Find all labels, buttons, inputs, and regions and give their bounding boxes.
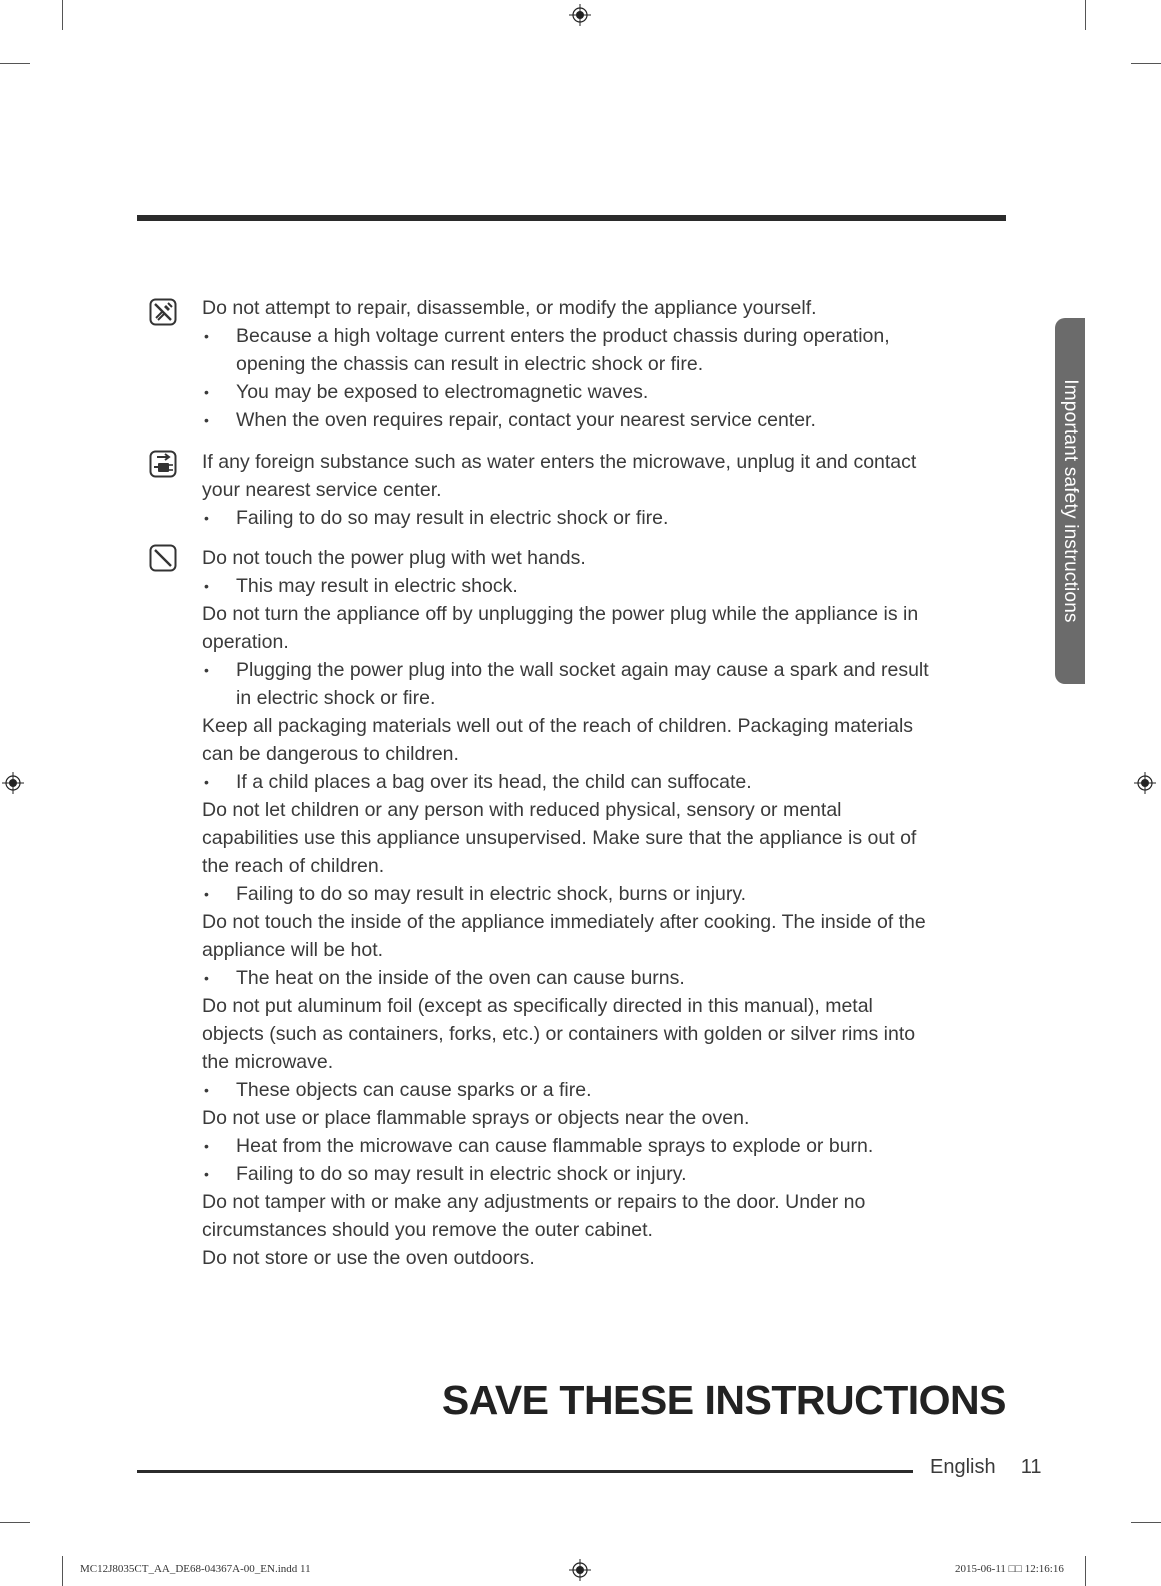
- instruction-text: Do not let children or any person with reduced physical, sensory or mental: [202, 799, 842, 821]
- instruction-bullet: • You may be exposed to electromagnetic waves.: [202, 378, 1002, 406]
- instruction-bullet: • If a child places a bag over its head, the child can suffocate.: [202, 768, 1002, 796]
- instruction-text: the microwave.: [202, 1051, 334, 1073]
- page-footer: [930, 1456, 1042, 1479]
- print-timestamp: 2015-06-11 □□ 12:16:16: [955, 1563, 1064, 1575]
- instruction-text: operation.: [202, 631, 289, 653]
- crop-mark: [0, 63, 30, 64]
- instruction-bullet: • Failing to do so may result in electric shock or injury.: [202, 1160, 1002, 1188]
- instruction-bullet: • The heat on the inside of the oven can cause burns.: [202, 964, 1002, 992]
- instruction-continuation: in electric shock or fire.: [236, 687, 436, 709]
- instruction-bullet: • When the oven requires repair, contact your nearest service center.: [202, 406, 1002, 434]
- crop-mark: [1131, 1522, 1161, 1523]
- crop-mark: [62, 0, 63, 30]
- instruction-text: Keep all packaging materials well out of the reach of children. Packaging materials: [202, 715, 914, 737]
- section-side-tab: [1055, 318, 1085, 684]
- instruction-text: Do not tamper with or make any adjustments or repairs to the door. Under no: [202, 1191, 866, 1213]
- instruction-bullet: • Failing to do so may result in electric shock, burns or injury.: [202, 880, 1002, 908]
- instruction-text: If any foreign substance such as water enters the microwave, unplug it and contact: [202, 451, 917, 473]
- instruction-bullet: • This may result in electric shock.: [202, 572, 1002, 600]
- instruction-bullet: • Plugging the power plug into the wall socket again may cause a spark and result: [202, 656, 1002, 684]
- instruction-continuation: opening the chassis can result in electric shock or fire.: [236, 353, 704, 375]
- instruction-text: Do not use or place flammable sprays or objects near the oven.: [202, 1107, 750, 1129]
- instruction-bullet: • These objects can cause sparks or a fire.: [202, 1076, 1002, 1104]
- crop-mark: [62, 1556, 63, 1586]
- instruction-text: objects (such as containers, forks, etc.) or containers with golden or silver rims into: [202, 1023, 916, 1045]
- print-file-slug: MC12J8035CT_AA_DE68-04367A-00_EN.indd 11: [80, 1563, 311, 1575]
- disassembly-prohibited-icon: [149, 298, 177, 326]
- instruction-text: your nearest service center.: [202, 479, 442, 501]
- instruction-text: the reach of children.: [202, 855, 385, 877]
- instruction-bullet: • Because a high voltage current enters the product chassis during operation,: [202, 322, 1002, 350]
- header-rule: [137, 215, 1006, 221]
- unplug-icon: [149, 450, 177, 478]
- instruction-text: appliance will be hot.: [202, 939, 384, 961]
- crop-mark: [1131, 63, 1161, 64]
- instruction-text: Do not turn the appliance off by unplugging the power plug while the appliance is in: [202, 603, 919, 625]
- footer-rule: [137, 1470, 913, 1473]
- registration-mark-icon: [2, 772, 24, 794]
- footer-language: English: [930, 1456, 996, 1478]
- registration-mark-icon: [1134, 772, 1156, 794]
- page-number: 11: [1020, 1456, 1042, 1478]
- crop-mark: [1085, 1556, 1086, 1586]
- prohibited-icon: [149, 544, 177, 572]
- instruction-text: Do not touch the inside of the appliance immediately after cooking. The inside of the: [202, 911, 926, 933]
- crop-mark: [0, 1522, 30, 1523]
- instruction-bullet: • Failing to do so may result in electric shock or fire.: [202, 504, 1002, 532]
- instruction-text: circumstances should you remove the outer cabinet.: [202, 1219, 653, 1241]
- registration-mark-icon: [569, 1559, 591, 1581]
- crop-mark: [1085, 0, 1086, 30]
- instruction-text: Do not touch the power plug with wet hands.: [202, 547, 586, 569]
- instruction-text: Do not put aluminum foil (except as specifically directed in this manual), metal: [202, 995, 873, 1017]
- instruction-bullet: • Heat from the microwave can cause flammable sprays to explode or burn.: [202, 1132, 1002, 1160]
- save-instructions-heading: SAVE THESE INSTRUCTIONS: [441, 1377, 1006, 1423]
- safety-instructions-body: [202, 294, 1002, 1272]
- side-tab-label: Important safety instructions: [1060, 379, 1081, 623]
- instruction-text: Do not store or use the oven outdoors.: [202, 1247, 535, 1269]
- registration-mark-icon: [569, 4, 591, 26]
- instruction-text: capabilities use this appliance unsupervised. Make sure that the appliance is out of: [202, 827, 917, 849]
- instruction-text: Do not attempt to repair, disassemble, or modify the appliance yourself.: [202, 297, 817, 319]
- instruction-text: can be dangerous to children.: [202, 743, 459, 765]
